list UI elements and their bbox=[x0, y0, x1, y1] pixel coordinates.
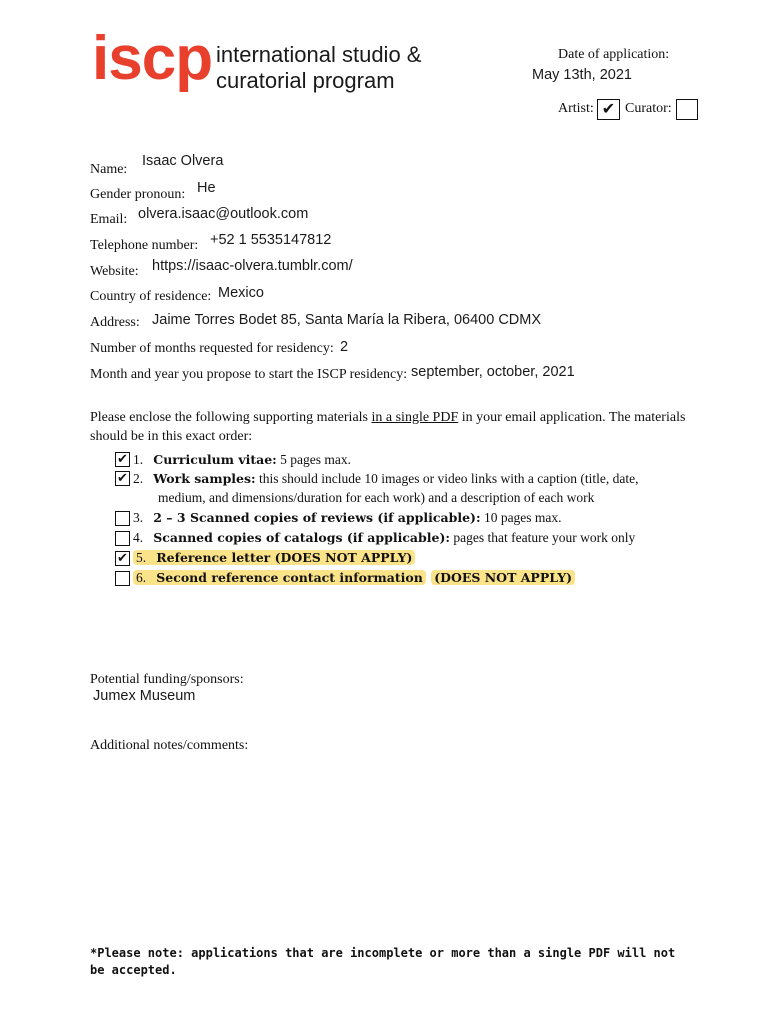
artist-checkbox[interactable]: ✔ bbox=[597, 99, 620, 120]
list-item-reference-letter: 5. Reference letter (DOES NOT APPLY) bbox=[133, 548, 415, 568]
months-field[interactable]: 2 bbox=[340, 339, 349, 355]
reference-letter-checkbox[interactable]: ✔ bbox=[115, 551, 130, 566]
name-label: Name: bbox=[90, 162, 128, 177]
logo-wordmark bbox=[216, 42, 421, 94]
start-field[interactable]: september, october, 2021 bbox=[411, 364, 575, 380]
email-field[interactable]: olvera.isaac@outlook.com bbox=[138, 206, 309, 222]
start-label: Month and year you propose to start the ISCP residency: bbox=[90, 367, 408, 382]
name-field[interactable]: Isaac Olvera bbox=[142, 153, 224, 169]
list-item-work-samples: 2. Work samples: this should include 10 images or video links with a caption (title, date, bbox=[133, 471, 639, 486]
cv-checkbox[interactable]: ✔ bbox=[115, 452, 130, 467]
footer-note: *Please note: applications that are incomplete or more than a single PDF will not be accepted. bbox=[90, 946, 676, 977]
phone-label: Telephone number: bbox=[90, 238, 199, 253]
curator-checkbox[interactable] bbox=[676, 99, 698, 120]
date-label: Date of application: bbox=[558, 47, 670, 62]
work-samples-checkbox[interactable]: ✔ bbox=[115, 471, 130, 486]
country-field[interactable]: Mexico bbox=[218, 285, 264, 301]
funding-field[interactable]: Jumex Museum bbox=[93, 688, 196, 704]
logo-line-2: curatorial program bbox=[216, 68, 395, 93]
website-field[interactable]: https://isaac-olvera.tumblr.com/ bbox=[152, 258, 353, 274]
notes-label: Additional notes/comments: bbox=[90, 738, 249, 753]
catalogs-checkbox[interactable] bbox=[115, 531, 130, 546]
months-label: Number of months requested for residency: bbox=[90, 341, 334, 356]
funding-label: Potential funding/sponsors: bbox=[90, 672, 244, 687]
artist-label: Artist: bbox=[558, 101, 594, 116]
notes-field[interactable] bbox=[93, 758, 693, 908]
website-label: Website: bbox=[90, 264, 139, 279]
list-item-catalogs: 4. Scanned copies of catalogs (if applicable): pages that feature your work only bbox=[133, 530, 636, 545]
work-samples-desc-line-2: medium, and dimensions/duration for each work) and a description of each work bbox=[158, 490, 595, 505]
gender-label: Gender pronoun: bbox=[90, 187, 186, 202]
email-label: Email: bbox=[90, 212, 128, 227]
country-label: Country of residence: bbox=[90, 289, 212, 304]
list-item-cv: 1. Curriculum vitae: 5 pages max. bbox=[133, 452, 352, 467]
phone-field[interactable]: +52 1 5535147812 bbox=[210, 232, 332, 248]
iscp-logo: iscp bbox=[92, 24, 213, 93]
list-item-reviews: 3. 2 – 3 Scanned copies of reviews (if applicable): 10 pages max. bbox=[133, 510, 562, 525]
address-label: Address: bbox=[90, 315, 140, 330]
gender-field[interactable]: He bbox=[197, 180, 216, 196]
reviews-checkbox[interactable] bbox=[115, 511, 130, 526]
logo-line-1: international studio & bbox=[216, 42, 422, 67]
single-pdf-emphasis: in a single PDF bbox=[371, 410, 459, 425]
address-field[interactable]: Jaime Torres Bodet 85, Santa María la Ribera, 06400 CDMX bbox=[152, 312, 542, 328]
list-item-second-reference: 6. Second reference contact information (DOES NOT APPLY) bbox=[133, 568, 575, 588]
curator-label: Curator: bbox=[625, 101, 672, 116]
second-reference-checkbox[interactable] bbox=[115, 571, 130, 586]
date-value[interactable]: May 13th, 2021 bbox=[532, 67, 632, 83]
materials-intro: Please enclose the following supporting materials in a single PDF in your email application. The materials should be in this exact order: bbox=[90, 410, 686, 444]
